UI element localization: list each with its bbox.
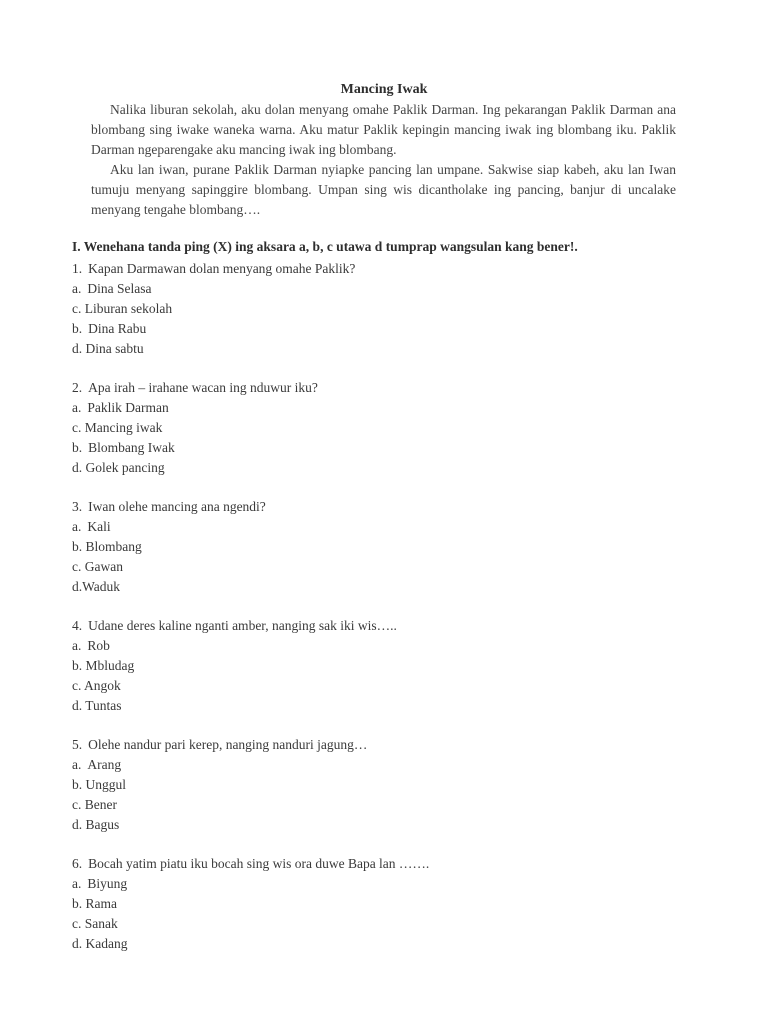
story-title: Mancing Iwak	[340, 82, 428, 97]
question-text: 5. Olehe nandur pari kerep, nanging nanduri jagung…	[72, 737, 368, 753]
answer-option: a. Rob	[72, 638, 110, 654]
question-text: 1. Kapan Darmawan dolan menyang omahe Paklik?	[72, 261, 356, 276]
section-instruction: I. Wenehana tanda ping (X) ing aksara a, b, c utawa d tumprap wangsulan kang bener!.	[72, 239, 578, 254]
answer-option: d. Tuntas	[72, 697, 122, 713]
answer-option: b. Blombang Iwak	[72, 439, 175, 455]
answer-option: c. Gawan	[72, 558, 123, 574]
question-text: 2. Apa irah – irahane wacan ing nduwur iku?	[72, 380, 318, 396]
answer-option: c. Mancing iwak	[72, 419, 163, 435]
answer-option: d. Dina sabtu	[72, 340, 144, 356]
story-text	[91, 100, 676, 220]
answer-option: b. Mbludag	[72, 657, 135, 673]
question-text: 6. Bocah yatim piatu iku bocah sing wis ora duwe Bapa lan …….	[72, 856, 430, 872]
story-paragraph: Aku lan iwan, purane Paklik Darman nyiapke pancing lan umpane. Sakwise siap kabeh, aku lan Iwan tumuju menyang sapinggire blombang. Umpan sing wis dicantholake ing pancing, banjur di uncalake menyang tengahe blombang….	[91, 162, 676, 217]
answer-option: d. Kadang	[72, 935, 128, 951]
answer-option: b. Dina Rabu	[72, 320, 147, 336]
question-4	[72, 616, 429, 715]
answer-option: d. Bagus	[72, 816, 120, 832]
answer-option: c. Angok	[72, 677, 121, 693]
question-list	[72, 259, 429, 973]
answer-option: d.Waduk	[72, 578, 121, 594]
answer-option: a. Biyung	[72, 876, 128, 892]
answer-option: b. Unggul	[72, 776, 126, 792]
answer-option: b. Rama	[72, 896, 117, 912]
question-2	[72, 378, 429, 477]
answer-option: c. Liburan sekolah	[72, 300, 173, 316]
answer-option: c. Bener	[72, 796, 117, 812]
answer-option: d. Golek pancing	[72, 459, 165, 475]
answer-option: b. Blombang	[72, 538, 142, 554]
question-1	[72, 259, 429, 358]
question-text: 3. Iwan olehe mancing ana ngendi?	[72, 499, 266, 515]
question-text: 4. Udane deres kaline nganti amber, nanging sak iki wis…..	[72, 618, 397, 634]
answer-option: a. Arang	[72, 757, 122, 773]
question-5	[72, 735, 429, 834]
question-3	[72, 497, 429, 596]
answer-option: a. Dina Selasa	[72, 280, 152, 296]
answer-option: c. Sanak	[72, 915, 118, 931]
answer-option: a. Kali	[72, 518, 111, 534]
answer-option: a. Paklik Darman	[72, 399, 169, 415]
question-6	[72, 854, 429, 953]
story-paragraph: Nalika liburan sekolah, aku dolan menyang omahe Paklik Darman. Ing pekarangan Paklik Darman ana blombang sing iwake waneka warna. Aku matur Paklik kepingin mancing iwak ing blombang iku. Paklik Darman ngeparengake aku mancing iwak ing blombang.	[91, 102, 676, 157]
